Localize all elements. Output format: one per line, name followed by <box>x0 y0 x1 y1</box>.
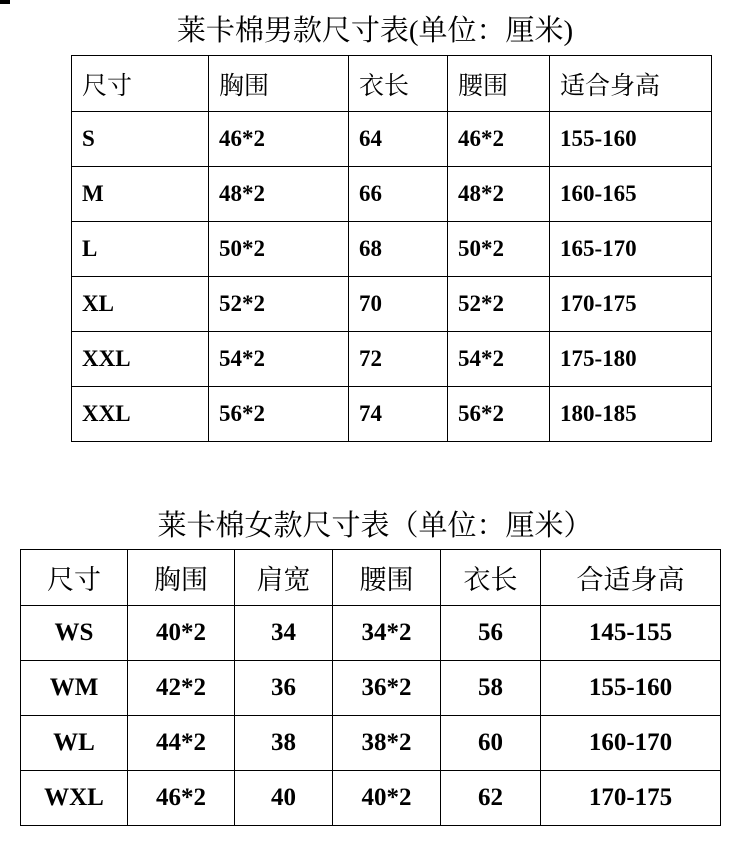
table-cell: 160-170 <box>541 716 721 771</box>
men-size-chart-title: 莱卡棉男款尺寸表(单位：厘米) <box>176 15 574 47</box>
table-cell: 170-175 <box>550 277 712 332</box>
table-cell: 64 <box>349 112 448 167</box>
table-cell: 50*2 <box>209 222 349 277</box>
header-cell-size: 尺寸 <box>72 56 209 112</box>
table-cell: 58 <box>441 661 541 716</box>
table-cell: 44*2 <box>128 716 235 771</box>
table-cell: 170-175 <box>541 771 721 826</box>
table-cell: 48*2 <box>209 167 349 222</box>
table-cell: 40*2 <box>128 606 235 661</box>
header-cell-shoulder: 肩宽 <box>235 550 333 606</box>
table-cell: 54*2 <box>448 332 550 387</box>
table-cell: 52*2 <box>448 277 550 332</box>
table-cell: 56 <box>441 606 541 661</box>
table-cell: 36 <box>235 661 333 716</box>
header-cell-length: 衣长 <box>441 550 541 606</box>
table-cell: 155-160 <box>541 661 721 716</box>
table-cell: 34*2 <box>333 606 441 661</box>
header-cell-waist: 腰围 <box>333 550 441 606</box>
table-cell: 56*2 <box>448 387 550 442</box>
table-cell: 46*2 <box>128 771 235 826</box>
table-cell: M <box>72 167 209 222</box>
table-cell: 50*2 <box>448 222 550 277</box>
header-cell-height: 合适身高 <box>541 550 721 606</box>
men-size-table <box>71 55 712 442</box>
table-row <box>21 606 721 661</box>
table-cell: 62 <box>441 771 541 826</box>
table-cell: 155-160 <box>550 112 712 167</box>
table-cell: 160-165 <box>550 167 712 222</box>
table-cell: 56*2 <box>209 387 349 442</box>
table-cell: 74 <box>349 387 448 442</box>
table-cell: 52*2 <box>209 277 349 332</box>
table-cell: 165-170 <box>550 222 712 277</box>
table-row <box>72 222 712 277</box>
table-cell: 54*2 <box>209 332 349 387</box>
table-cell: 42*2 <box>128 661 235 716</box>
corner-mark <box>0 0 10 4</box>
table-cell: 72 <box>349 332 448 387</box>
table-cell: 175-180 <box>550 332 712 387</box>
table-cell: 66 <box>349 167 448 222</box>
table-cell: WL <box>21 716 128 771</box>
table-row <box>72 332 712 387</box>
table-header-row <box>21 550 721 606</box>
table-row <box>21 716 721 771</box>
table-cell: 46*2 <box>448 112 550 167</box>
table-cell: 60 <box>441 716 541 771</box>
table-row <box>72 167 712 222</box>
table-cell: WS <box>21 606 128 661</box>
table-cell: WXL <box>21 771 128 826</box>
table-cell: 46*2 <box>209 112 349 167</box>
table-cell: XXL <box>72 387 209 442</box>
table-cell: WM <box>21 661 128 716</box>
table-row <box>21 771 721 826</box>
table-cell: 38 <box>235 716 333 771</box>
table-cell: 180-185 <box>550 387 712 442</box>
table-cell: 38*2 <box>333 716 441 771</box>
header-cell-waist: 腰围 <box>448 56 550 112</box>
table-cell: 70 <box>349 277 448 332</box>
table-row <box>72 387 712 442</box>
header-cell-height: 适合身高 <box>550 56 712 112</box>
table-row <box>72 112 712 167</box>
table-header-row <box>72 56 712 112</box>
table-cell: 40*2 <box>333 771 441 826</box>
women-size-table <box>20 549 721 826</box>
table-cell: 36*2 <box>333 661 441 716</box>
table-cell: S <box>72 112 209 167</box>
header-cell-size: 尺寸 <box>21 550 128 606</box>
table-cell: XL <box>72 277 209 332</box>
table-cell: 48*2 <box>448 167 550 222</box>
table-row <box>72 277 712 332</box>
table-cell: 34 <box>235 606 333 661</box>
table-cell: XXL <box>72 332 209 387</box>
table-row <box>21 661 721 716</box>
header-cell-chest: 胸围 <box>128 550 235 606</box>
header-cell-chest: 胸围 <box>209 56 349 112</box>
table-cell: 145-155 <box>541 606 721 661</box>
header-cell-length: 衣长 <box>349 56 448 112</box>
women-size-chart-title: 莱卡棉女款尺寸表（单位：厘米） <box>157 510 593 542</box>
table-cell: 40 <box>235 771 333 826</box>
table-cell: 68 <box>349 222 448 277</box>
table-cell: L <box>72 222 209 277</box>
